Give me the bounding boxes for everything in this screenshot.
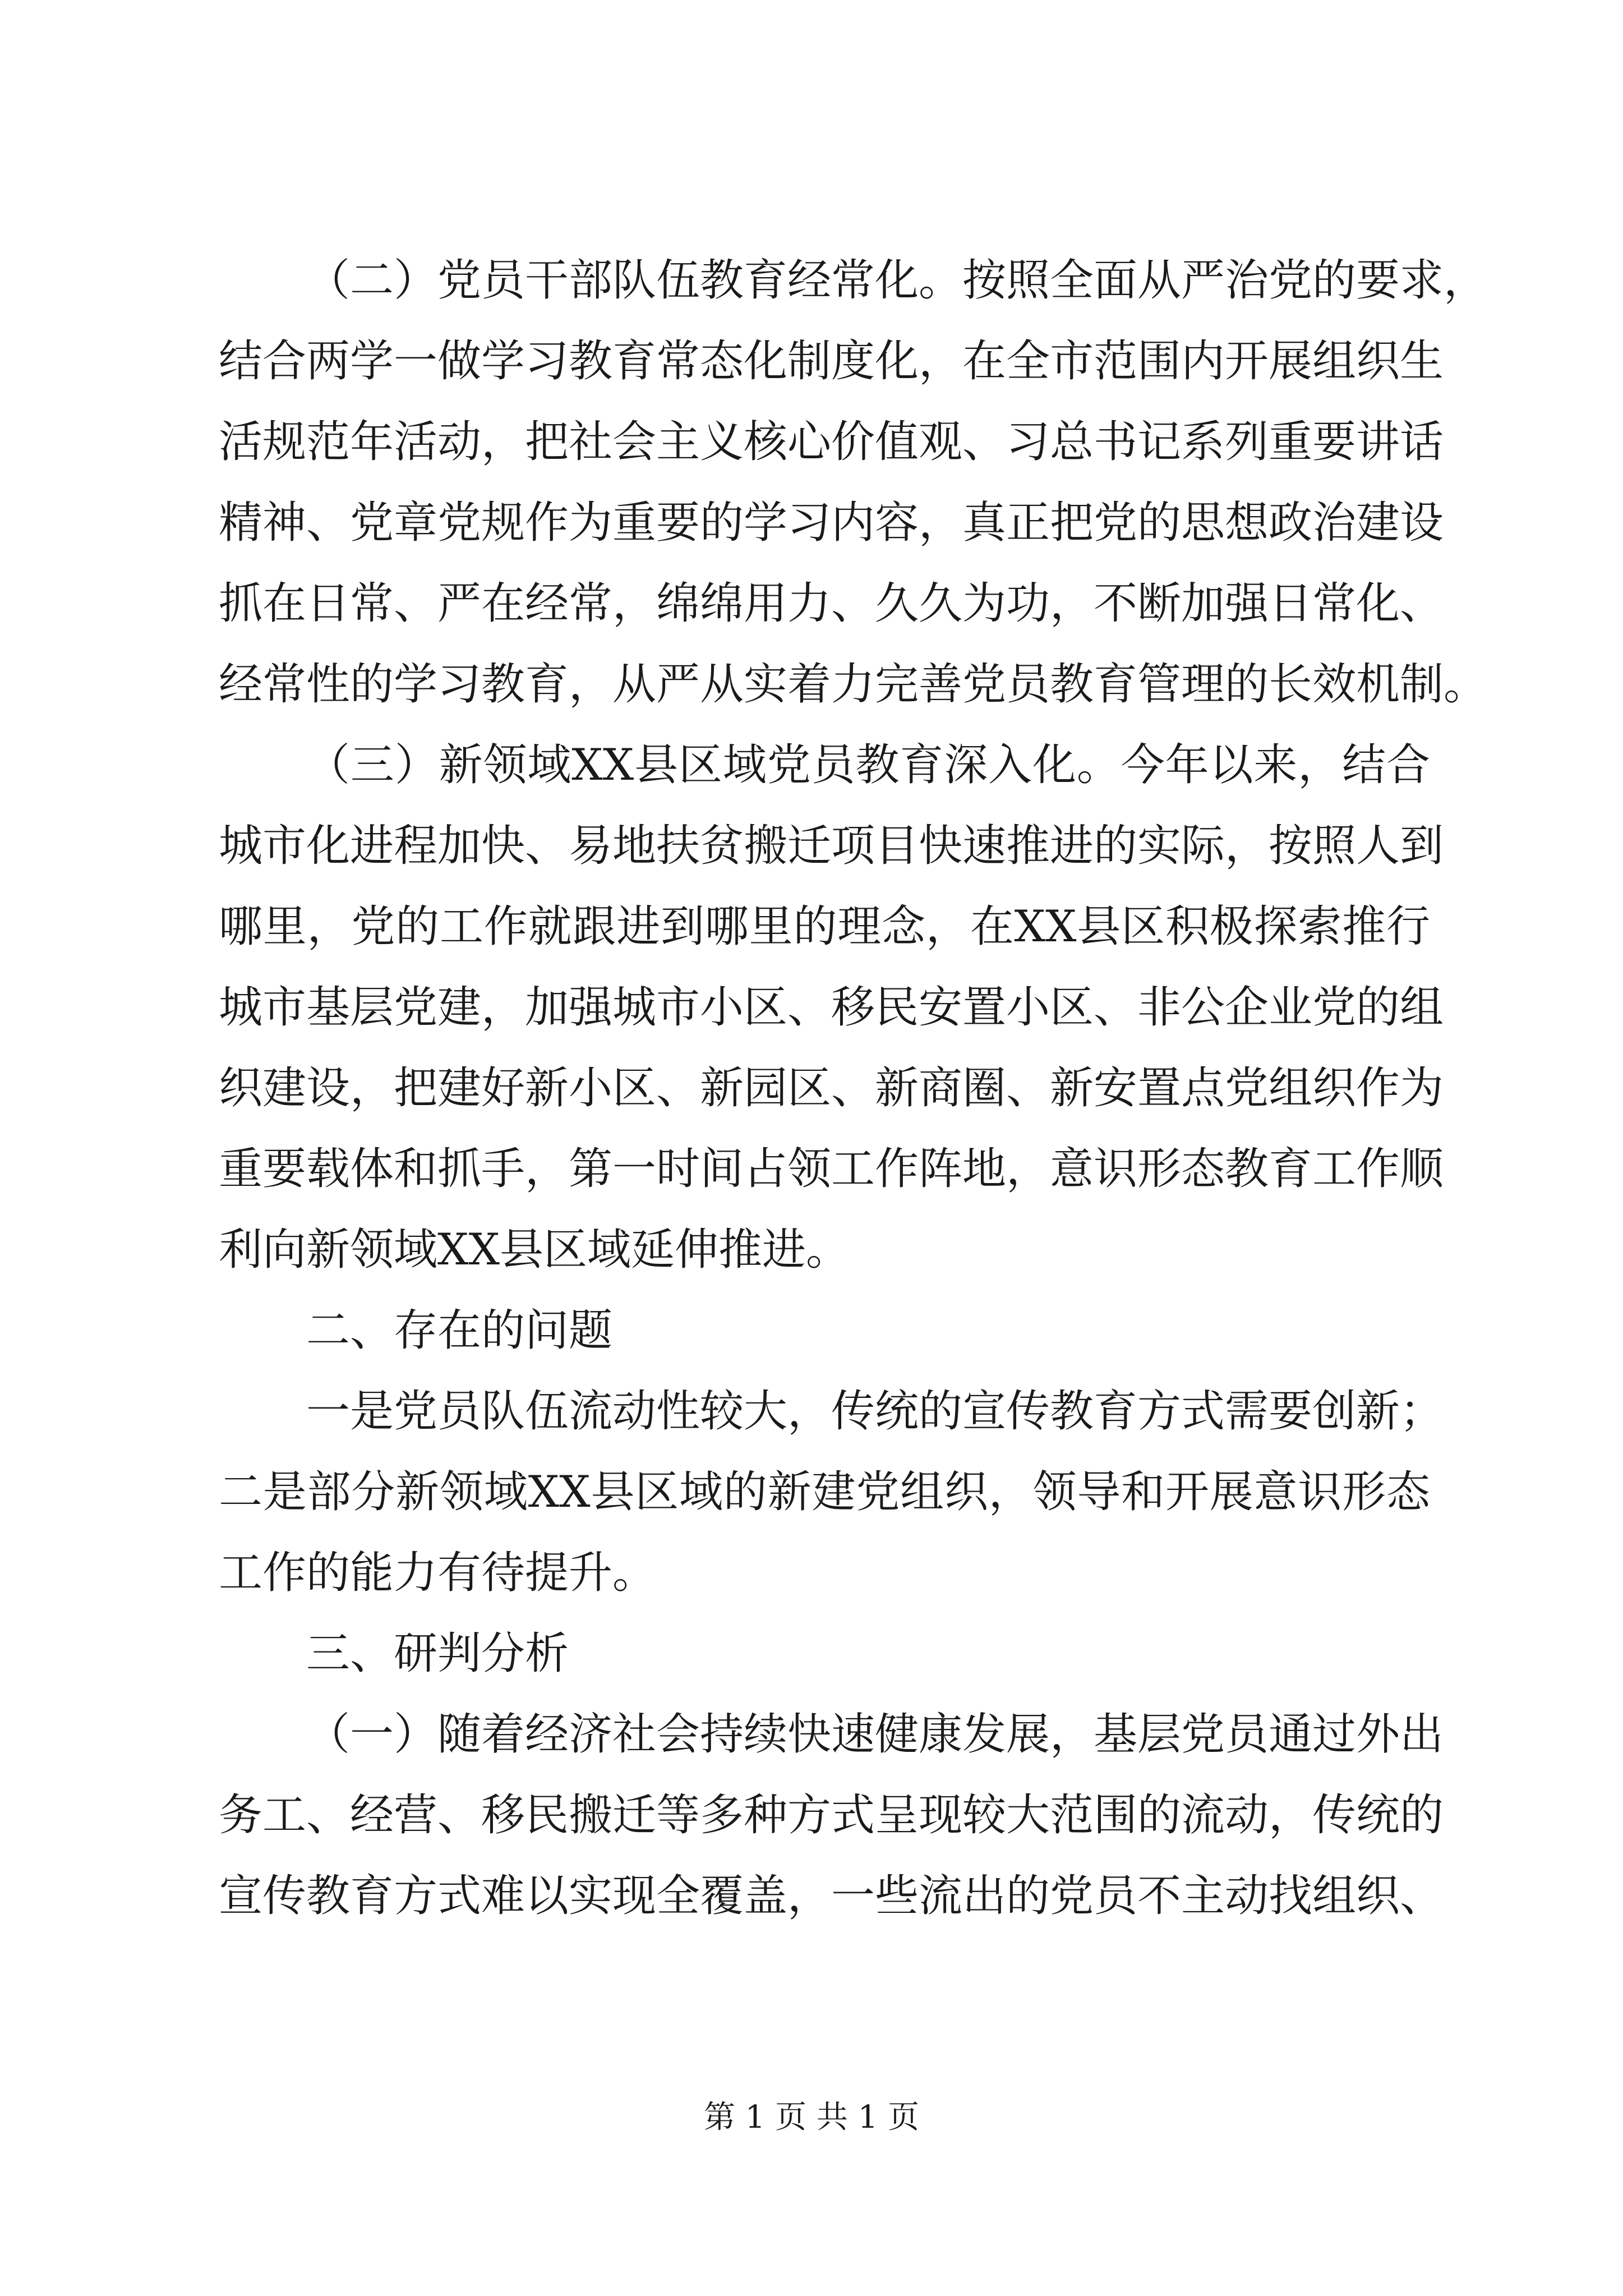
paragraph-line: （二）党员干部队伍教育经常化。按照全面从严治党的要求， xyxy=(306,255,1488,306)
paragraph-line: 经常性的学习教育，从严从实着力完善党员教育管理的长效机制。 xyxy=(219,659,1488,710)
paragraph-line: 利向新领域XX县区域延伸推进。 xyxy=(219,1225,850,1275)
paragraph-line: （三）新领域XX县区域党员教育深入化。今年以来，结合 xyxy=(306,740,1430,790)
paragraph-line: 织建设，把建好新小区、新园区、新商圈、新安置点党组织作为 xyxy=(219,1063,1444,1114)
paragraph-line: 一是党员队伍流动性较大，传统的宣传教育方式需要创新； xyxy=(306,1386,1444,1437)
paragraph-line: 二是部分新领域XX县区域的新建党组织，领导和开展意识形态 xyxy=(219,1467,1430,1517)
paragraph-line: 结合两学一做学习教育常态化制度化，在全市范围内开展组织生 xyxy=(219,336,1444,386)
page-footer: 第 1 页 共 1 页 xyxy=(703,2099,920,2136)
paragraph-line: 哪里，党的工作就跟进到哪里的理念，在XX县区积极探索推行 xyxy=(219,901,1430,952)
paragraph-line: 活规范年活动，把社会主义核心价值观、习总书记系列重要讲话 xyxy=(219,417,1444,467)
paragraph-line: 城市基层党建，加强城市小区、移民安置小区、非公企业党的组 xyxy=(219,982,1444,1033)
paragraph-line: 务工、经营、移民搬迁等多种方式呈现较大范围的流动，传统的 xyxy=(219,1790,1444,1841)
paragraph-line: 重要载体和抓手，第一时间占领工作阵地，意识形态教育工作顺 xyxy=(219,1144,1444,1194)
paragraph-line: 工作的能力有待提升。 xyxy=(219,1548,657,1598)
paragraph-line: 精神、党章党规作为重要的学习内容，真正把党的思想政治建设 xyxy=(219,498,1444,548)
section-heading: 三、研判分析 xyxy=(306,1628,569,1679)
paragraph-line: （一）随着经济社会持续快速健康发展，基层党员通过外出 xyxy=(306,1709,1444,1760)
paragraph-line: 宣传教育方式难以实现全覆盖，一些流出的党员不主动找组织、 xyxy=(219,1871,1444,1921)
paragraph-line: 抓在日常、严在经常，绵绵用力、久久为功，不断加强日常化、 xyxy=(219,578,1444,629)
section-heading: 二、存在的问题 xyxy=(306,1305,613,1356)
paragraph-line: 城市化进程加快、易地扶贫搬迁项目快速推进的实际，按照人到 xyxy=(219,821,1444,871)
